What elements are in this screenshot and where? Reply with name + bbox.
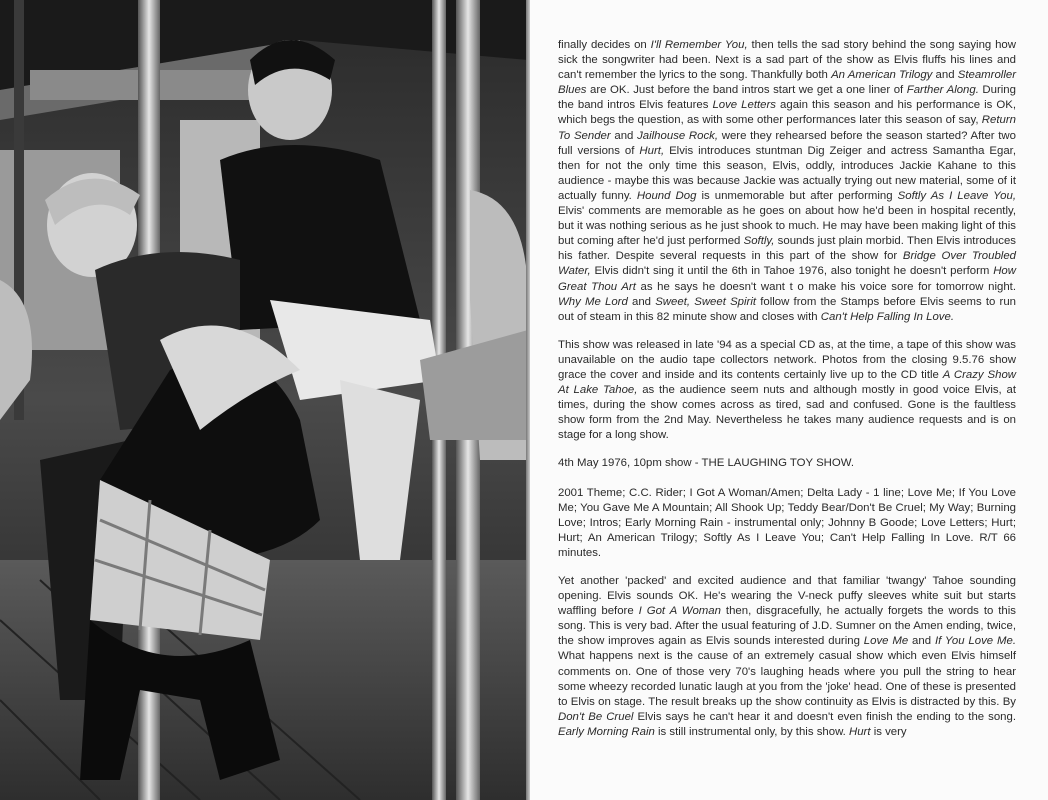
italic-title: Love Letters (712, 99, 776, 112)
italic-title: Don't Be Cruel (558, 710, 634, 723)
text-page (530, 0, 1048, 800)
text-run: then, disgracefully, he actually forgets the words to this song. This is very bad. After the usual featuring of J.D. Sumner on the Amen ending, twice, the show improves again as Elvis sounds interested during (558, 605, 1016, 648)
text-run: This show was released in late '94 as a special CD as, at the time, a tape of this show was unavailable on the audio tape collectors network. Photos from the closing 9.5.76 show grace the cover and inside and its contents certainly live up to the CD title (558, 338, 1016, 381)
italic-title: Return To Sender (558, 114, 1016, 142)
italic-title: A Crazy Show At Lake Tahoe, (558, 368, 1017, 397)
italic-title: Why Me Lord (558, 295, 628, 308)
paragraph-1 (558, 38, 1016, 325)
text-run: Yet another 'packed' and excited audience and that familiar 'twangy' Tahoe sounding opening. Elvis sounds OK. He's wearing the V-neck puffy sleeves white suit but starts waffling before (558, 575, 1016, 618)
paragraph-3 (558, 574, 1016, 740)
italic-title: I Got A Woman (638, 605, 721, 618)
text-run: Elvis introduces stuntman Dig Zeiger and actress Samantha Egar, then for not the only time this season, Elvis, oddly, introduces Jackie Kahane to this audience - maybe this was because Jackie was actually trying out new material, some of it actually funny. (558, 144, 1016, 202)
text-run: and (908, 635, 935, 648)
italic-title: Early Morning Rain (558, 725, 655, 738)
show-heading: 4th May 1976, 10pm show - THE LAUGHING TOY SHOW. (558, 457, 855, 470)
italic-title: Steamroller Blues (558, 69, 1016, 97)
italic-title: I'll Remember You, (650, 39, 748, 51)
setlist: 2001 Theme; C.C. Rider; I Got A Woman/Amen; Delta Lady - 1 line; Love Me; If You Love Me; You Gave Me A Mountain; All Shook Up; Teddy Bear/Don't Be Cruel; My Way; Burning Love; Intros; Early Morning Rain - instrumental only; Johnny B Goode; Love Letters; Hurt; Hurt; An American Trilogy; Softly As I Leave You; Can't Help Falling In Love. R/T 66 minutes. (558, 486, 1016, 559)
text-run: as the audience seem nuts and although mostly in good voice Elvis, at times, during the show comes across as tired, sad and confused. Gone is the faultless show form from the 2nd May. Nevertheless he takes many audience requests and is on stage for a long show. (558, 384, 1016, 442)
italic-title: Bridge Over Troubled Water, (558, 250, 1016, 278)
text-run: is unmemorable but after performing (696, 189, 898, 202)
paragraph-2 (558, 338, 1016, 444)
italic-title: Softly, (743, 235, 775, 248)
italic-title: An American Trilogy (831, 69, 933, 82)
italic-title: Hurt, (639, 144, 665, 157)
text-run: again this season and his performance is OK, which begs the question, as with some other performances later this season of say, (558, 99, 1016, 127)
text-column (558, 38, 1016, 753)
text-run: Elvis didn't sing it until the 6th in Tahoe 1976, also tonight he doesn't perform (590, 265, 994, 278)
text-run: and (610, 129, 638, 142)
italic-title: Softly As I Leave You, (897, 189, 1016, 202)
text-run: then tells the sad story behind the song saying how sick the songwriter had been. Next is a sad part of the show as Elvis fluffs his lines and can't remember the lyrics to the song. Thankfully both (558, 39, 1016, 82)
italic-title: Sweet, Sweet Spirit (655, 295, 757, 308)
text-run: is still instrumental only, by this show. (654, 725, 849, 738)
text-run: are OK. Just before the band intros start we get a one liner of (586, 84, 907, 97)
text-run: as he says he doesn't want t o make his voice sore for tomorrow night. (635, 280, 1016, 293)
text-run: finally decides on (558, 39, 651, 51)
italic-title: Love Me (863, 635, 909, 648)
text-run: and (932, 69, 958, 82)
italic-title: Farther Along. (906, 84, 979, 97)
italic-title: Hound Dog (636, 189, 697, 202)
text-run: What happens next is the cause of an extremely casual show which even Elvis himself comments on. One of those very 70's laughing heads where you pull the string to hear some wheezy recorded lunatic laugh at you from the 'joke' head. One of these is presented to Elvis on stage. The result breaks up the show continuity as Elvis is distracted by this. By (558, 650, 1016, 708)
text-run: Elvis' comments are memorable as he goes on about how he'd been in hospital recently, but it was nothing serious as he just shook to much. He may have been making light of this but coming after he'd just performed (558, 205, 1016, 248)
text-run: were they rehearsed before the season started? After two full versions of (558, 129, 1016, 157)
text-run: sounds just plain morbid. Then Elvis introduces his father. Despite several requests in this part of the show for (558, 235, 1016, 263)
text-run: follow from the Stamps before Elvis seems to run out of steam in this 82 minute show and closes with (558, 295, 1016, 323)
italic-title: How Great Thou Art (558, 265, 1016, 293)
italic-title: Hurt (849, 725, 871, 738)
italic-title: If You Love Me. (934, 635, 1016, 648)
italic-title: Can't Help Falling In Love. (820, 310, 955, 323)
text-run: and (627, 295, 656, 308)
text-run: is very (870, 725, 907, 738)
text-run: During the band intros Elvis features (558, 84, 1016, 112)
text-run: Elvis says he can't hear it and doesn't even finish the ending to the song. (633, 710, 1017, 723)
italic-title: Jailhouse Rock, (637, 129, 719, 142)
